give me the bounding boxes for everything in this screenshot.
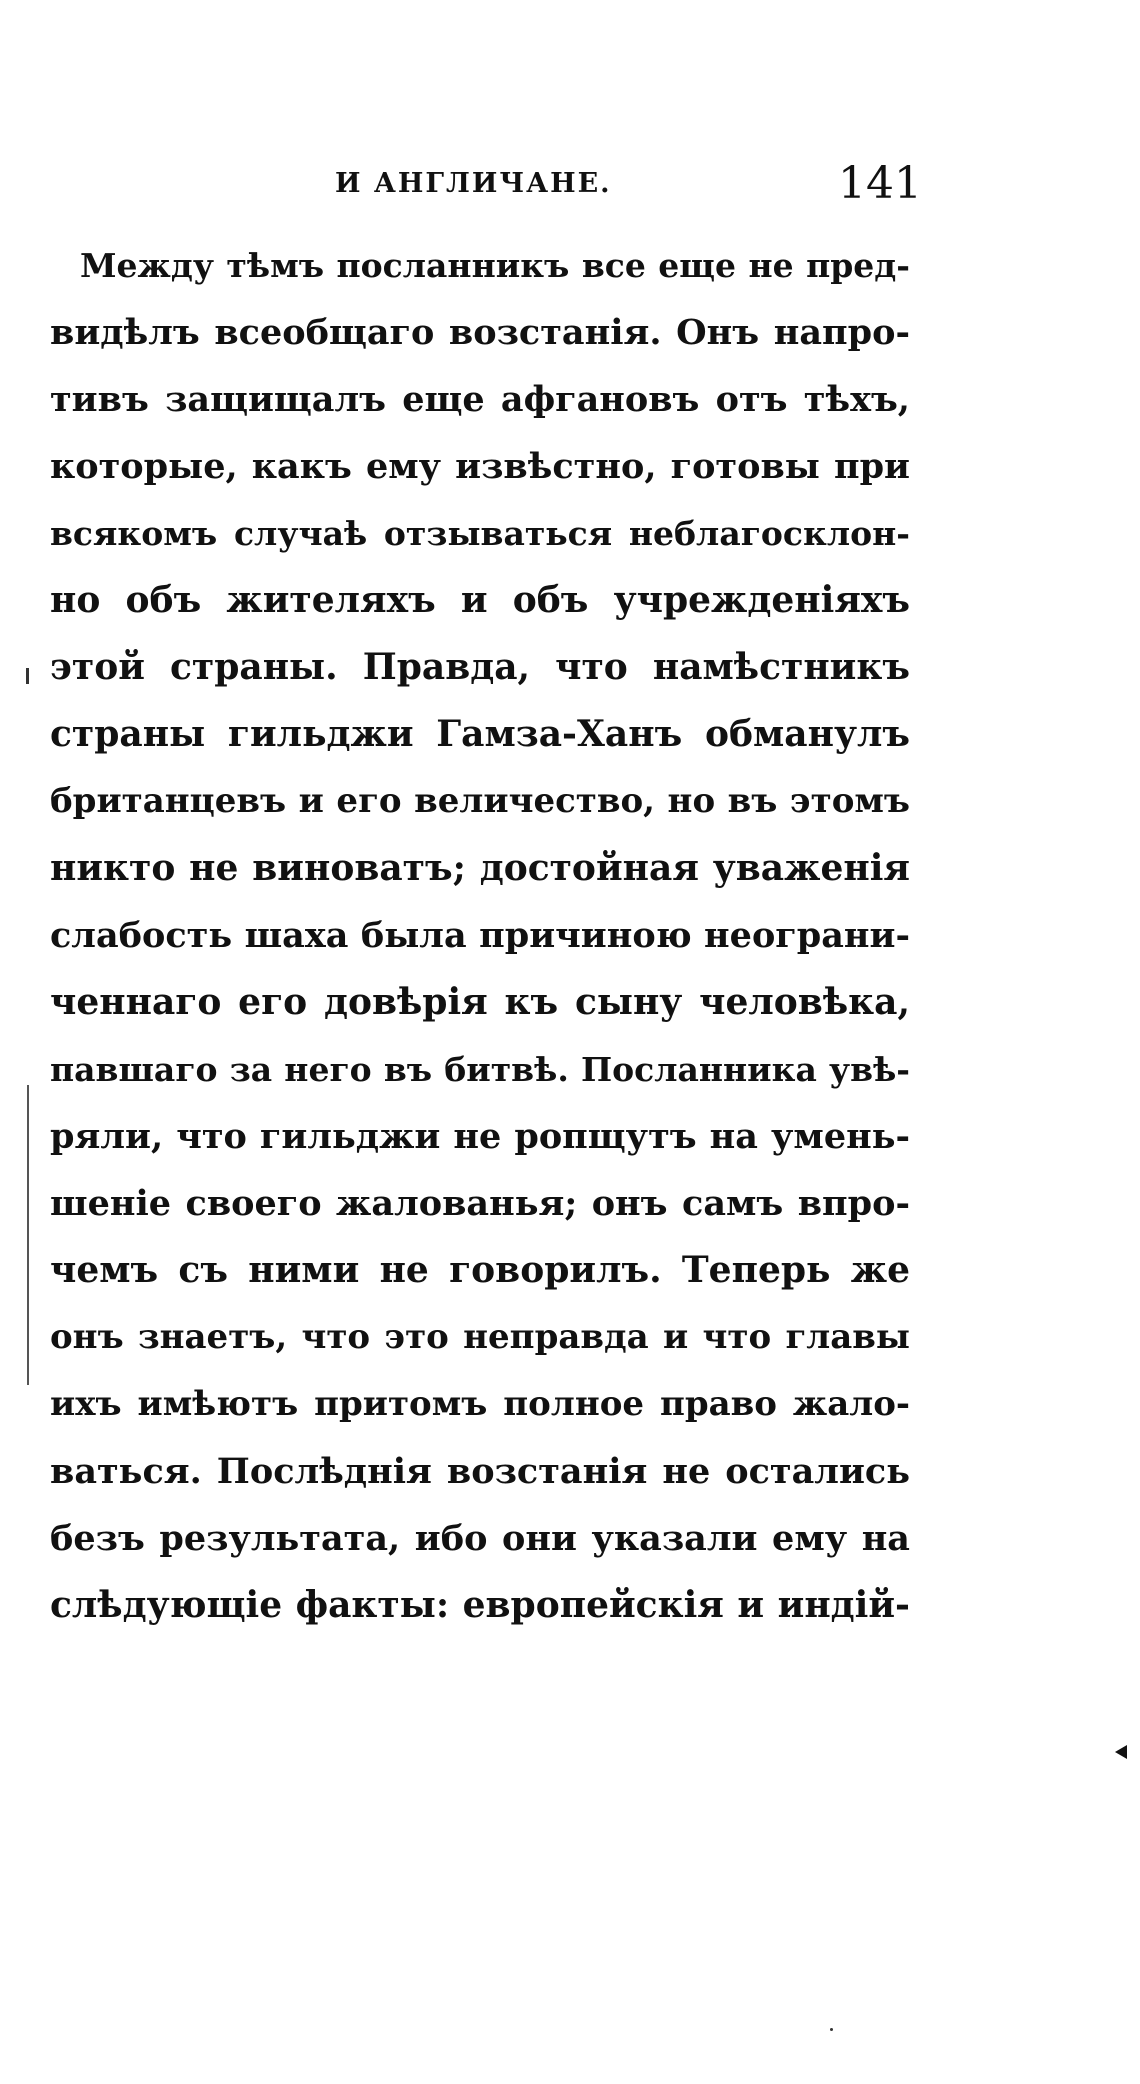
running-head: И АНГЛИЧАНЕ. xyxy=(335,168,612,199)
page-number: 141 xyxy=(838,158,922,209)
text-line: слѣдующіе факты: европейскія и индій- xyxy=(50,1584,910,1626)
text-line: Между тѣмъ посланникъ все еще не пред- xyxy=(80,246,910,285)
text-line: всякомъ случаѣ отзываться неблагосклон- xyxy=(50,514,910,553)
text-line: ихъ имѣютъ притомъ полное право жало- xyxy=(50,1384,910,1424)
text-line: слабость шаха была причиною неограни- xyxy=(50,915,910,956)
text-line: ваться. Послѣднія возстанія не остались xyxy=(50,1451,910,1492)
text-line: шеніе своего жалованья; онъ самъ впро- xyxy=(50,1183,910,1224)
text-line: страны гильджи Гамза-Ханъ обманулъ xyxy=(50,713,910,755)
text-line: безъ результата, ибо они указали ему на xyxy=(50,1518,910,1559)
text-line: чемъ съ ними не говорилъ. Теперь же xyxy=(50,1249,910,1291)
body-text xyxy=(50,232,910,1639)
text-line: павшаго за него въ битвѣ. Посланника увѣ- xyxy=(50,1050,910,1089)
text-line: тивъ защищалъ еще афгановъ отъ тѣхъ, xyxy=(50,379,910,420)
margin-rule xyxy=(27,1085,29,1385)
scan-artifact-mark xyxy=(1115,1745,1127,1759)
scan-speck xyxy=(830,2028,833,2031)
text-line: ченнаго его довѣрія къ сыну человѣка, xyxy=(50,981,910,1023)
text-line: никто не виноватъ; достойная уваженія xyxy=(50,847,910,889)
text-line: британцевъ и его величество, но въ этомъ xyxy=(50,781,910,821)
text-line: но объ жителяхъ и объ учрежденіяхъ xyxy=(50,579,910,621)
text-line: онъ знаетъ, что это неправда и что главы xyxy=(50,1317,910,1357)
text-line: этой страны. Правда, что намѣстникъ xyxy=(50,646,910,688)
text-line: видѣлъ всеобщаго возстанія. Онъ напро- xyxy=(50,312,910,353)
text-line: которые, какъ ему извѣстно, готовы при xyxy=(50,446,910,487)
margin-mark xyxy=(26,668,29,684)
text-line: ряли, что гильджи не ропщутъ на умень- xyxy=(50,1116,910,1157)
